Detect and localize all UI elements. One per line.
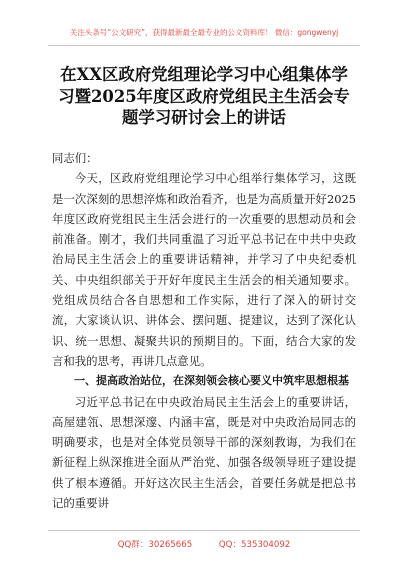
header-promo-note: 关注头条号“公文研究”，获得最新最全最专业的公文资料库！ 微信：gongwenyj [69,28,339,37]
section-heading-1: 一、提高政治站位，在深刻领会核心要义中筑牢思想根基 [74,374,349,388]
footer-qq: QQ：535304092 [218,540,291,550]
greeting: 同志们： [52,151,98,165]
paragraph-intro: 今天，区政府党组理论学习中心组举行集体学习，这既是一次深刻的思想淬炼和政治看齐，也是为高质量开好2025年度区政府党组民主生活会进行的一次重要的思想动员和会前准备。刚才，我们共同重温了习近平总书记在中共中央政治局民主生活会上的重要讲话精神，并学习了中央纪委机关、中央组织部关于开好年度民主生活会的相关通知要求。党组成员结合各自思想和工作实际，进行了深入的研讨交流，大家谈认识、讲体会、摆问题、提建议，达到了深化认识、统一思想、凝聚共识的预期目的。下面，结合大家的发言和我的思考，再讲几点意见。 [52,171,356,368]
footer-divider [48,530,360,531]
footer-qq-group: QQ群：30265665 [117,540,193,550]
paragraph-section-1: 习近平总书记在中央政治局民主生活会上的重要讲话，高屋建瓴、思想深邃、内涵丰富，既是对中央政治局同志的明确要求，也是对全体党员领导干部的深刻教诲，为我们在新征程上纵深推进全面从严治党、加强各级领导班子建设提供了根本遵循。开好这次民主生活会，首要任务就是把总书记的重要讲 [52,394,356,511]
footer-contact [0,538,408,550]
document-title: 在XX区政府党组理论学习中心组集体学习暨2025年度区政府党组民主生活会专题学习研讨会上的讲话 [58,65,350,127]
document-body [52,148,356,513]
header-divider [48,45,360,46]
